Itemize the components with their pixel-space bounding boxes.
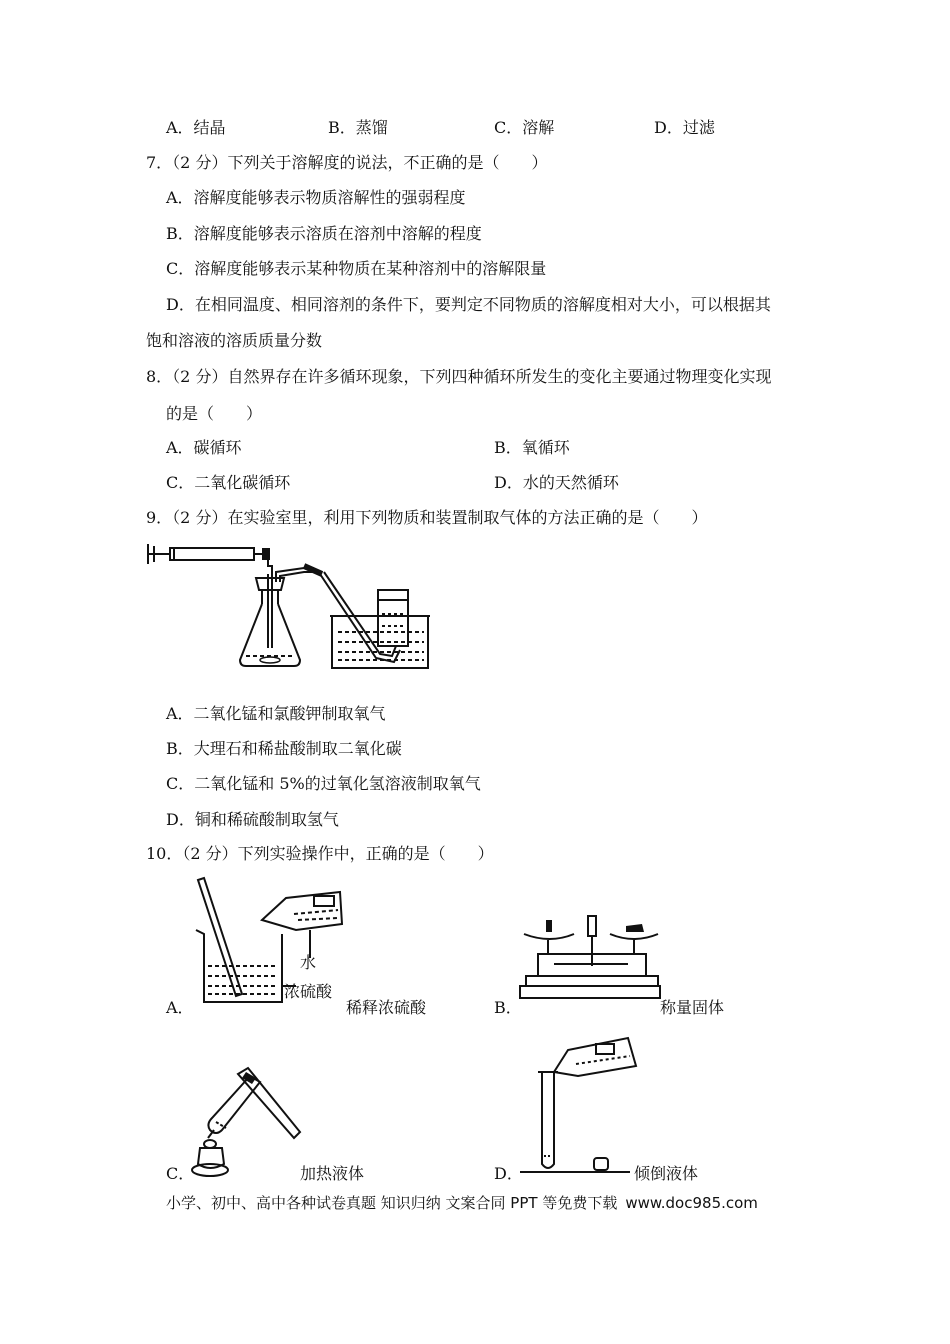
- q6-option-c: C．溶解: [494, 118, 555, 137]
- q10-option-b-caption: 称量固体: [660, 998, 725, 1017]
- q8-option-d: D．水的天然循环: [494, 473, 619, 492]
- q8-stem-cont: 的是（ ）: [166, 404, 263, 423]
- syringe-icon: [148, 544, 266, 564]
- footer-text: 小学、初中、高中各种试卷真题 知识归纳 文案合同 PPT 等免费下载: [166, 1194, 618, 1212]
- q7-option-d: D．在相同温度、相同溶剂的条件下，要判定不同物质的溶解度相对大小，可以根据其: [166, 295, 771, 314]
- pouring-liquid-figure: [520, 1036, 650, 1176]
- q10-option-a-letter: A．: [166, 998, 194, 1017]
- q9-option-a: A．二氧化锰和氯酸钾制取氧气: [166, 704, 386, 723]
- q8-option-a: A．碳循环: [166, 438, 242, 457]
- q8-option-c: C．二氧化碳循环: [166, 473, 291, 492]
- q9-option-b: B．大理石和稀盐酸制取二氧化碳: [166, 739, 402, 758]
- q10-option-d-caption: 倾倒液体: [634, 1164, 699, 1183]
- q6-option-b: B．蒸馏: [328, 118, 388, 137]
- label-concentrated-acid: 浓硫酸: [284, 982, 333, 1001]
- q9-option-d: D．铜和稀硫酸制取氢气: [166, 810, 339, 829]
- q6-option-a: A．结晶: [166, 118, 226, 137]
- heating-liquid-figure: [190, 1064, 310, 1184]
- dilute-acid-figure: [190, 874, 350, 1010]
- q10-option-c-letter: C．: [166, 1164, 195, 1183]
- q9-option-c: C．二氧化锰和 5%的过氧化氢溶液制取氧气: [166, 774, 481, 793]
- q10-option-d-letter: D．: [494, 1164, 523, 1183]
- q8-stem: 8．（2 分）自然界存在许多循环现象，下列四种循环所发生的变化主要通过物理变化实现: [146, 367, 772, 386]
- footer-url-link[interactable]: www.doc985.com: [625, 1194, 758, 1212]
- label-water: 水: [300, 953, 317, 972]
- q7-stem: 7．（2 分）下列关于溶解度的说法，不正确的是（ ）: [146, 153, 548, 172]
- q10-stem: 10．（2 分）下列实验操作中，正确的是（ ）: [146, 844, 494, 863]
- footer: [166, 1192, 758, 1213]
- q10-option-c-caption: 加热液体: [300, 1164, 365, 1183]
- q6-option-d: D．过滤: [654, 118, 715, 137]
- q7-option-b: B．溶解度能够表示溶质在溶剂中溶解的程度: [166, 224, 482, 243]
- q8-option-b: B．氧循环: [494, 438, 570, 457]
- q9-stem: 9．（2 分）在实验室里，利用下列物质和装置制取气体的方法正确的是（ ）: [146, 508, 708, 527]
- q7-option-c: C．溶解度能够表示某种物质在某种溶剂中的溶解限量: [166, 259, 547, 278]
- q7-option-d-cont: 饱和溶液的溶质质量分数: [146, 331, 323, 350]
- q10-option-b-letter: B．: [494, 998, 522, 1017]
- gas-apparatus-figure: [144, 538, 444, 678]
- q7-option-a: A．溶解度能够表示物质溶解性的强弱程度: [166, 188, 466, 207]
- balance-figure: [518, 912, 662, 1008]
- conical-flask-icon: [240, 574, 300, 666]
- q10-option-a-caption: 稀释浓硫酸: [346, 998, 427, 1017]
